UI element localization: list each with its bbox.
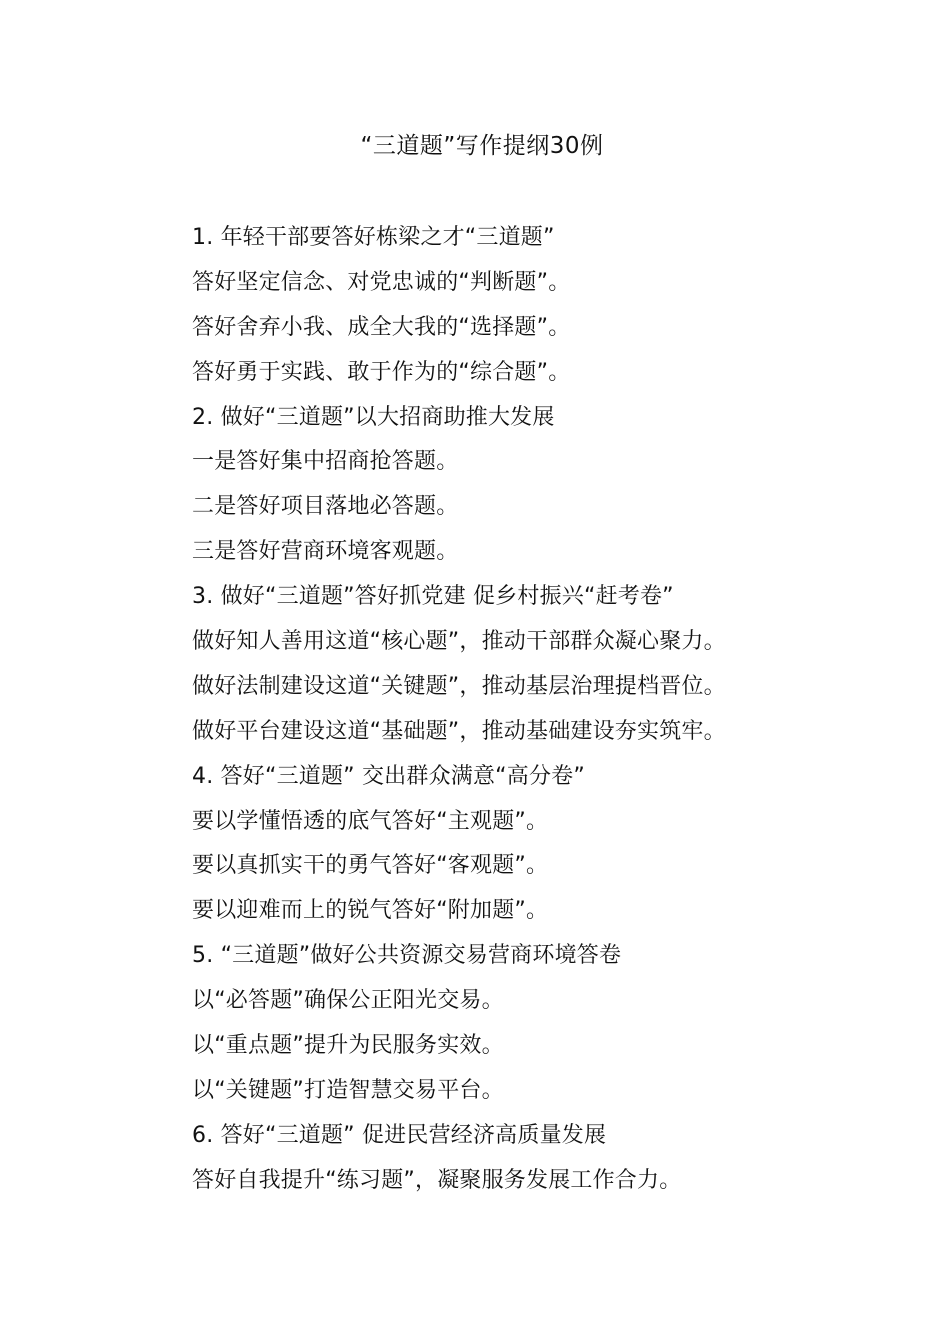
section-heading-5: 5. “三道题”做好公共资源交易营商环境答卷 (192, 943, 622, 969)
document-body (192, 216, 892, 1204)
paragraph-line: 要以学懂悟透的底气答好“主观题”。 (192, 808, 549, 834)
document-title: “三道题”写作提纲30例 (360, 133, 604, 159)
section-heading-2: 2. 做好“三道题”以大招商助推大发展 (192, 404, 555, 430)
paragraph-line: 答好坚定信念、对党忠诚的“判断题”。 (192, 269, 571, 295)
paragraph-line: 以“关键题”打造智慧交易平台。 (192, 1077, 504, 1103)
paragraph-line: 三是答好营商环境客观题。 (192, 539, 459, 565)
paragraph-line: 做好法制建设这道“关键题”，推动基层治理提档晋位。 (192, 673, 726, 699)
paragraph-line: 以“必答题”确保公正阳光交易。 (192, 988, 504, 1014)
paragraph-line: 以“重点题”提升为民服务实效。 (192, 1033, 504, 1059)
section-heading-6: 6. 答好“三道题” 促进民营经济高质量发展 (192, 1122, 607, 1148)
paragraph-line: 答好勇于实践、敢于作为的“综合题”。 (192, 359, 571, 385)
paragraph-line: 一是答好集中招商抢答题。 (192, 449, 459, 475)
section-heading-1: 1. 年轻干部要答好栋梁之才“三道题” (192, 225, 555, 250)
paragraph-line: 要以迎难而上的锐气答好“附加题”。 (192, 898, 549, 924)
paragraph-line: 做好知人善用这道“核心题”，推动干部群众凝心聚力。 (192, 629, 726, 655)
paragraph-line: 答好舍弃小我、成全大我的“选择题”。 (192, 314, 571, 340)
paragraph-line: 要以真抓实干的勇气答好“客观题”。 (192, 853, 549, 879)
paragraph-line: 二是答好项目落地必答题。 (192, 494, 459, 520)
paragraph-line: 做好平台建设这道“基础题”，推动基础建设夯实筑牢。 (192, 718, 726, 744)
section-heading-4: 4. 答好“三道题” 交出群众满意“高分卷” (192, 763, 585, 789)
paragraph-line: 答好自我提升“练习题”，凝聚服务发展工作合力。 (192, 1167, 682, 1193)
section-heading-3: 3. 做好“三道题”答好抓党建 促乡村振兴“赶考卷” (192, 584, 674, 610)
